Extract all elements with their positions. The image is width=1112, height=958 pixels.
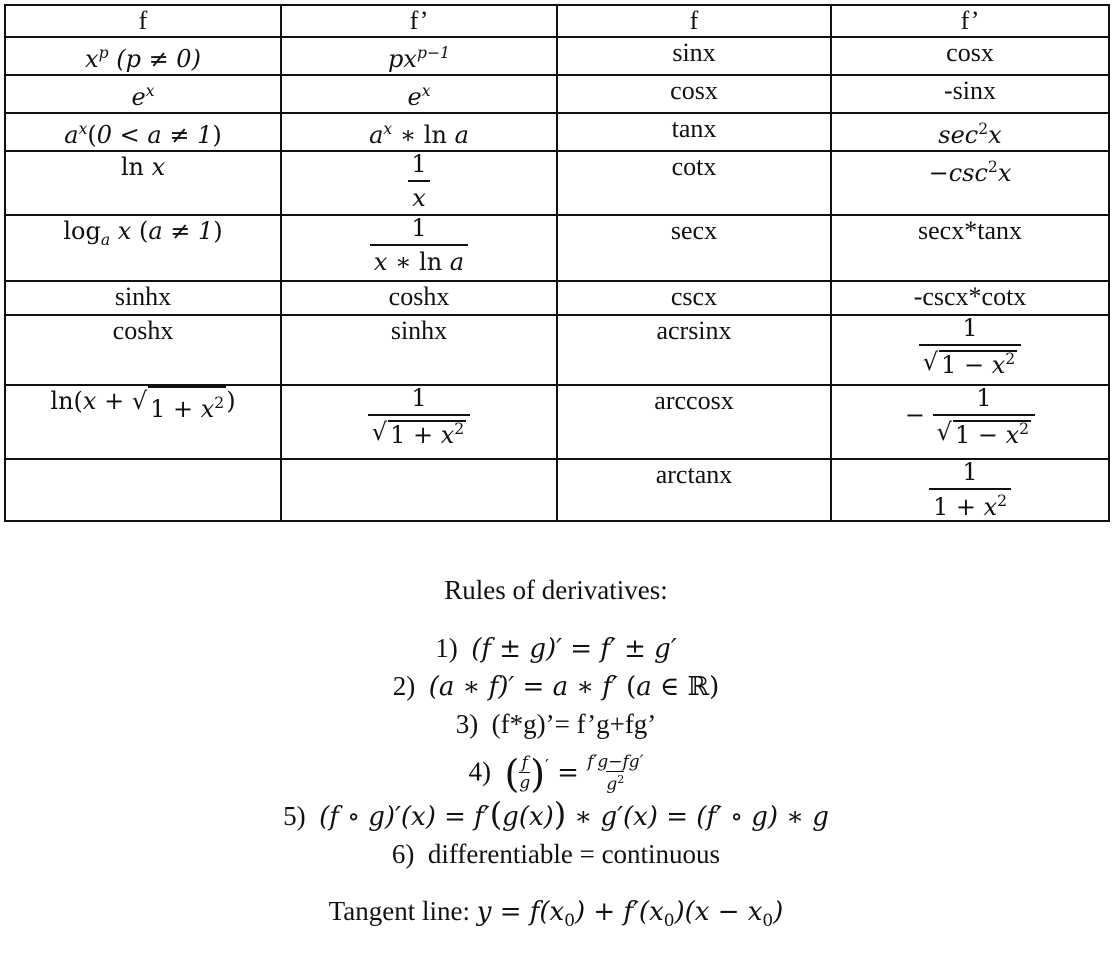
math-ax-derivative: $a^x$ ∗ ln a [369,120,469,149]
table-row [5,113,1109,151]
cell-derivative [281,459,557,521]
cell-derivative [831,385,1109,459]
cell-function [5,37,281,75]
cell-derivative [281,215,557,281]
cell-function: arctanx [557,459,831,521]
math-ln: ln x [120,153,166,181]
cell-function: coshx [5,315,281,385]
cell-function [5,215,281,281]
math-power-derivative: $px^{p-1}$ [388,44,450,73]
rule-continuity: 6) differentiable = continuous [391,838,721,869]
rules-section [0,570,1112,939]
table-header-row [5,5,1109,37]
cell-function: cscx [557,281,831,315]
table-row [5,151,1109,215]
math-ax: $a^x(0 < a \ne 1)$ [64,120,222,149]
derivatives-table [4,4,1110,522]
cell-derivative: secx*tanx [831,215,1109,281]
cell-derivative [831,113,1109,151]
rule-sum: 1) (f ± g)′ = f′ ± g′ [435,633,677,664]
cell-function [5,151,281,215]
fraction-arccos-derivative: − 1 √ $1 - x^2$ [905,387,1035,415]
cell-function [5,459,281,521]
math-neg-csc-squared: $-\csc^2x$ [928,158,1012,187]
math-arcsinh: ln(x + √ $1 + x^2$ ) [50,387,236,423]
table-row [5,75,1109,113]
cell-derivative: cosx [831,37,1109,75]
rule-quotient: 4) ( $\frac{f}{g}$ )′ = $\frac{f'g-fg'}{g^2}$ [468,751,644,796]
tangent-line [0,893,1112,939]
fraction-arcsinh-derivative: 1 √ $1 + x^2$ [368,386,470,447]
rules-title: Rules of derivatives: [444,575,668,605]
cell-derivative [831,151,1109,215]
table-row [5,37,1109,75]
cell-derivative: coshx [281,281,557,315]
cell-function [5,385,281,459]
cell-function: sinhx [5,281,281,315]
fraction-one-over-x-ln-a: $\frac{1}{\text{x ∗ ln a}}$ [370,216,468,274]
table-row [5,215,1109,281]
cell-function [5,75,281,113]
cell-derivative [831,459,1109,521]
table-row [5,281,1109,315]
math-log-a: $\log_a x$ (a ≠ 1) [63,217,223,249]
math-exp: $e^x$ [131,82,155,111]
header-f-prime: f’ [281,5,557,37]
cell-derivative: -cscx*cotx [831,281,1109,315]
cell-function [5,113,281,151]
header-f: f [5,5,281,37]
tangent-formula: $y = f(x_0) + f'(x_0)(x - x_0)$ [476,896,784,930]
cell-function: secx [557,215,831,281]
cell-function: acrsinx [557,315,831,385]
math-power: $x^p$ (p ≠ 0) [85,44,201,73]
cell-function: sinx [557,37,831,75]
table-row [5,315,1109,385]
cell-derivative [281,37,557,75]
cell-derivative [281,151,557,215]
cell-function: cosx [557,75,831,113]
cell-function: arccosx [557,385,831,459]
cell-derivative: sinhx [281,315,557,385]
rule-product: 3) (f*g)’= f’g+fg’ [455,709,657,739]
math-exp-derivative: $e^x$ [407,82,431,111]
cell-function: tanx [557,113,831,151]
header-f: f [557,5,831,37]
fraction-arcsin-derivative: 1 √ $1 - x^2$ [919,316,1021,377]
cell-derivative [831,315,1109,385]
tangent-label: Tangent line: [328,895,470,926]
cell-function: cotx [557,151,831,215]
fraction-one-over-x: $\frac{1}{x}$ [407,152,430,210]
cell-derivative [281,385,557,459]
cell-derivative: -sinx [831,75,1109,113]
cell-derivative [281,113,557,151]
rule-chain: 5) (f ∘ g)′(x) = f′(g(x)) ∗ g′(x) = (f′ ∘ g) ∗ g [283,794,829,833]
header-f-prime: f’ [831,5,1109,37]
table-row [5,459,1109,521]
rule-constant: 2) (a ∗ f)′ = a ∗ f′ (a ∈ ℝ) [392,671,720,702]
cell-derivative [281,75,557,113]
table-row [5,385,1109,459]
fraction-arctan-derivative: $\frac{1}{1 + x^2}$ [929,460,1011,519]
math-sec-squared: $\sec^2x$ [938,120,1002,149]
